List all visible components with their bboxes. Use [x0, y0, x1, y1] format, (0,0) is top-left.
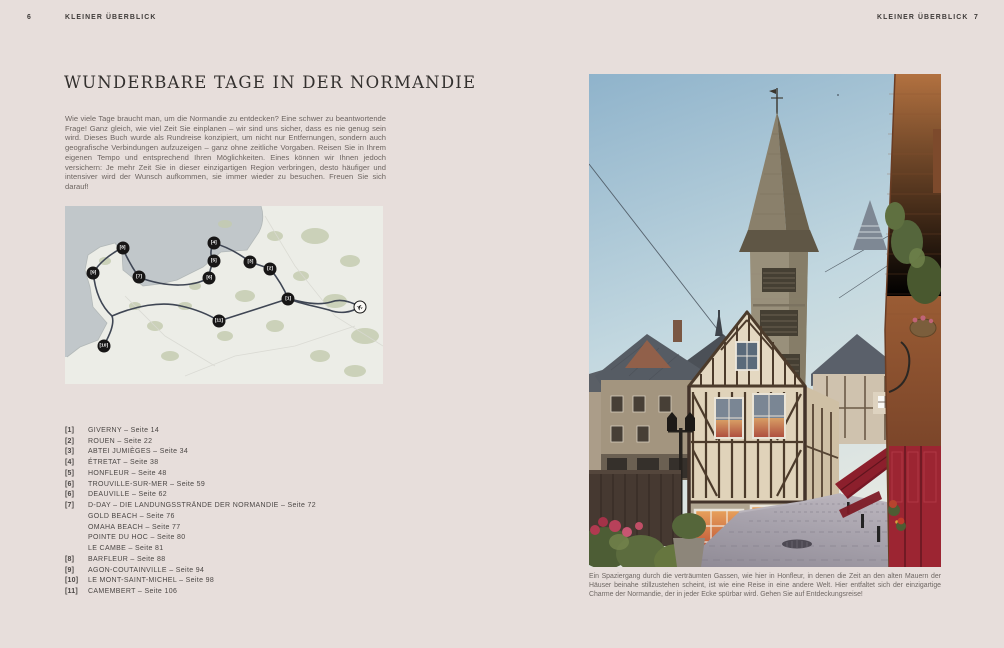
map-marker-6: [6] [203, 271, 216, 284]
list-item [65, 522, 425, 533]
item-label: LE MONT-SAINT-MICHEL – Seite 98 [88, 577, 215, 585]
list-item [65, 586, 425, 597]
item-label: POINTE DU HOC – Seite 80 [88, 534, 186, 542]
list-item [65, 479, 425, 490]
intro-paragraph: Wie viele Tage braucht man, um die Normandie zu entdecken? Eine schwer zu beantwortende Frage! Ganz gleich, wie viel Zeit Sie einplanen – wir sind uns sicher, dass es nie genug sein wird. Dieses Buch wurde als Rundreise konzipiert, um nicht nur Entfernungen, sondern auch geografische Verbindungen aufzuzeigen – ganz ohne zeitliche Vorgaben. Reisen Sie in Ihrem eigenen Tempo und entsprechend Ihren Möglichkeiten. Eines können wir Ihnen jedoch versichern: Je mehr Zeit Sie in dieser einzigartigen Region verbringen, desto häufiger und intensiver wird der Wunsch aufkommen, sie immer wieder zu besuchen. Freuen Sie sich darauf! [65, 114, 386, 191]
item-number: [5] [65, 469, 75, 477]
list-item [65, 511, 425, 522]
honfleur-photo [589, 74, 941, 567]
item-number: [6] [65, 491, 75, 499]
list-item [65, 436, 425, 447]
item-number: [4] [65, 459, 75, 467]
item-number: [7] [65, 502, 75, 510]
map-marker-5: [5] [207, 255, 220, 268]
item-label: ÉTRETAT – Seite 38 [88, 459, 159, 467]
right-building [885, 74, 941, 567]
map-marker-10: [10] [97, 339, 110, 352]
item-label: AGON-COUTAINVILLE – Seite 94 [88, 566, 205, 574]
item-label: ROUEN – Seite 22 [88, 437, 153, 445]
item-label: OMAHA BEACH – Seite 77 [88, 523, 181, 531]
photo-caption: Ein Spaziergang durch die verträumten Gassen, wie hier in Honfleur, in denen die Zeit an den alten Mauern der Häuser beinahe stillzustehen scheint, ist wie eine Reise in eine andere Welt. Hier entfaltet sich der einzigartige Charme der Normandie, der in jeder Ecke spürbar wird. Gehen Sie auf Entdeckungsreise! [589, 573, 941, 599]
item-label: TROUVILLE-SUR-MER – Seite 59 [88, 480, 206, 488]
item-number: [6] [65, 480, 75, 488]
list-item [65, 500, 425, 511]
destination-list [65, 425, 425, 597]
list-item [65, 533, 425, 544]
list-item [65, 425, 425, 436]
map-marker-11: [11] [212, 314, 225, 327]
item-number: [3] [65, 448, 75, 456]
list-item [65, 576, 425, 587]
item-number: [2] [65, 437, 75, 445]
map-marker-3: [3] [244, 256, 257, 269]
running-header-right: KLEINER ÜBERBLICK [877, 14, 969, 21]
route-map [65, 206, 383, 384]
item-label: ABTEI JUMIÈGES – Seite 34 [88, 448, 189, 456]
map-marker-1: [1] [282, 292, 295, 305]
map-marker-4: [4] [207, 237, 220, 250]
item-label: CAMEMBERT – Seite 106 [88, 588, 178, 596]
running-header-left: KLEINER ÜBERBLICK [65, 14, 157, 21]
list-item [65, 490, 425, 501]
item-number: [10] [65, 577, 79, 585]
airplane-icon: ✈ [353, 300, 366, 313]
item-label: DEAUVILLE – Seite 62 [88, 491, 167, 499]
item-label: HONFLEUR – Seite 48 [88, 469, 167, 477]
list-item [65, 457, 425, 468]
section-title: WUNDERBARE TAGE IN DER NORMANDIE [64, 73, 477, 92]
list-item [65, 565, 425, 576]
list-item [65, 554, 425, 565]
map-marker-9: [9] [87, 266, 100, 279]
page-number-right: 7 [974, 14, 979, 21]
map-marker-2: [2] [264, 262, 277, 275]
map-marker-8: [8] [116, 241, 129, 254]
map-artwork [65, 206, 383, 384]
item-number: [9] [65, 566, 75, 574]
map-marker-7: [7] [133, 271, 146, 284]
item-label: D-DAY – DIE LANDUNGSSTRÄNDE DER NORMANDIE – Seite 72 [88, 502, 316, 510]
item-label: BARFLEUR – Seite 88 [88, 555, 166, 563]
page-number-left: 6 [27, 14, 32, 21]
list-item [65, 468, 425, 479]
item-label: GIVERNY – Seite 14 [88, 426, 160, 434]
item-number: [11] [65, 588, 78, 596]
list-item [65, 447, 425, 458]
list-item [65, 543, 425, 554]
item-number: [8] [65, 555, 75, 563]
item-label: GOLD BEACH – Seite 76 [88, 512, 175, 520]
item-label: LE CAMBE – Seite 81 [88, 545, 164, 553]
item-number: [1] [65, 426, 75, 434]
